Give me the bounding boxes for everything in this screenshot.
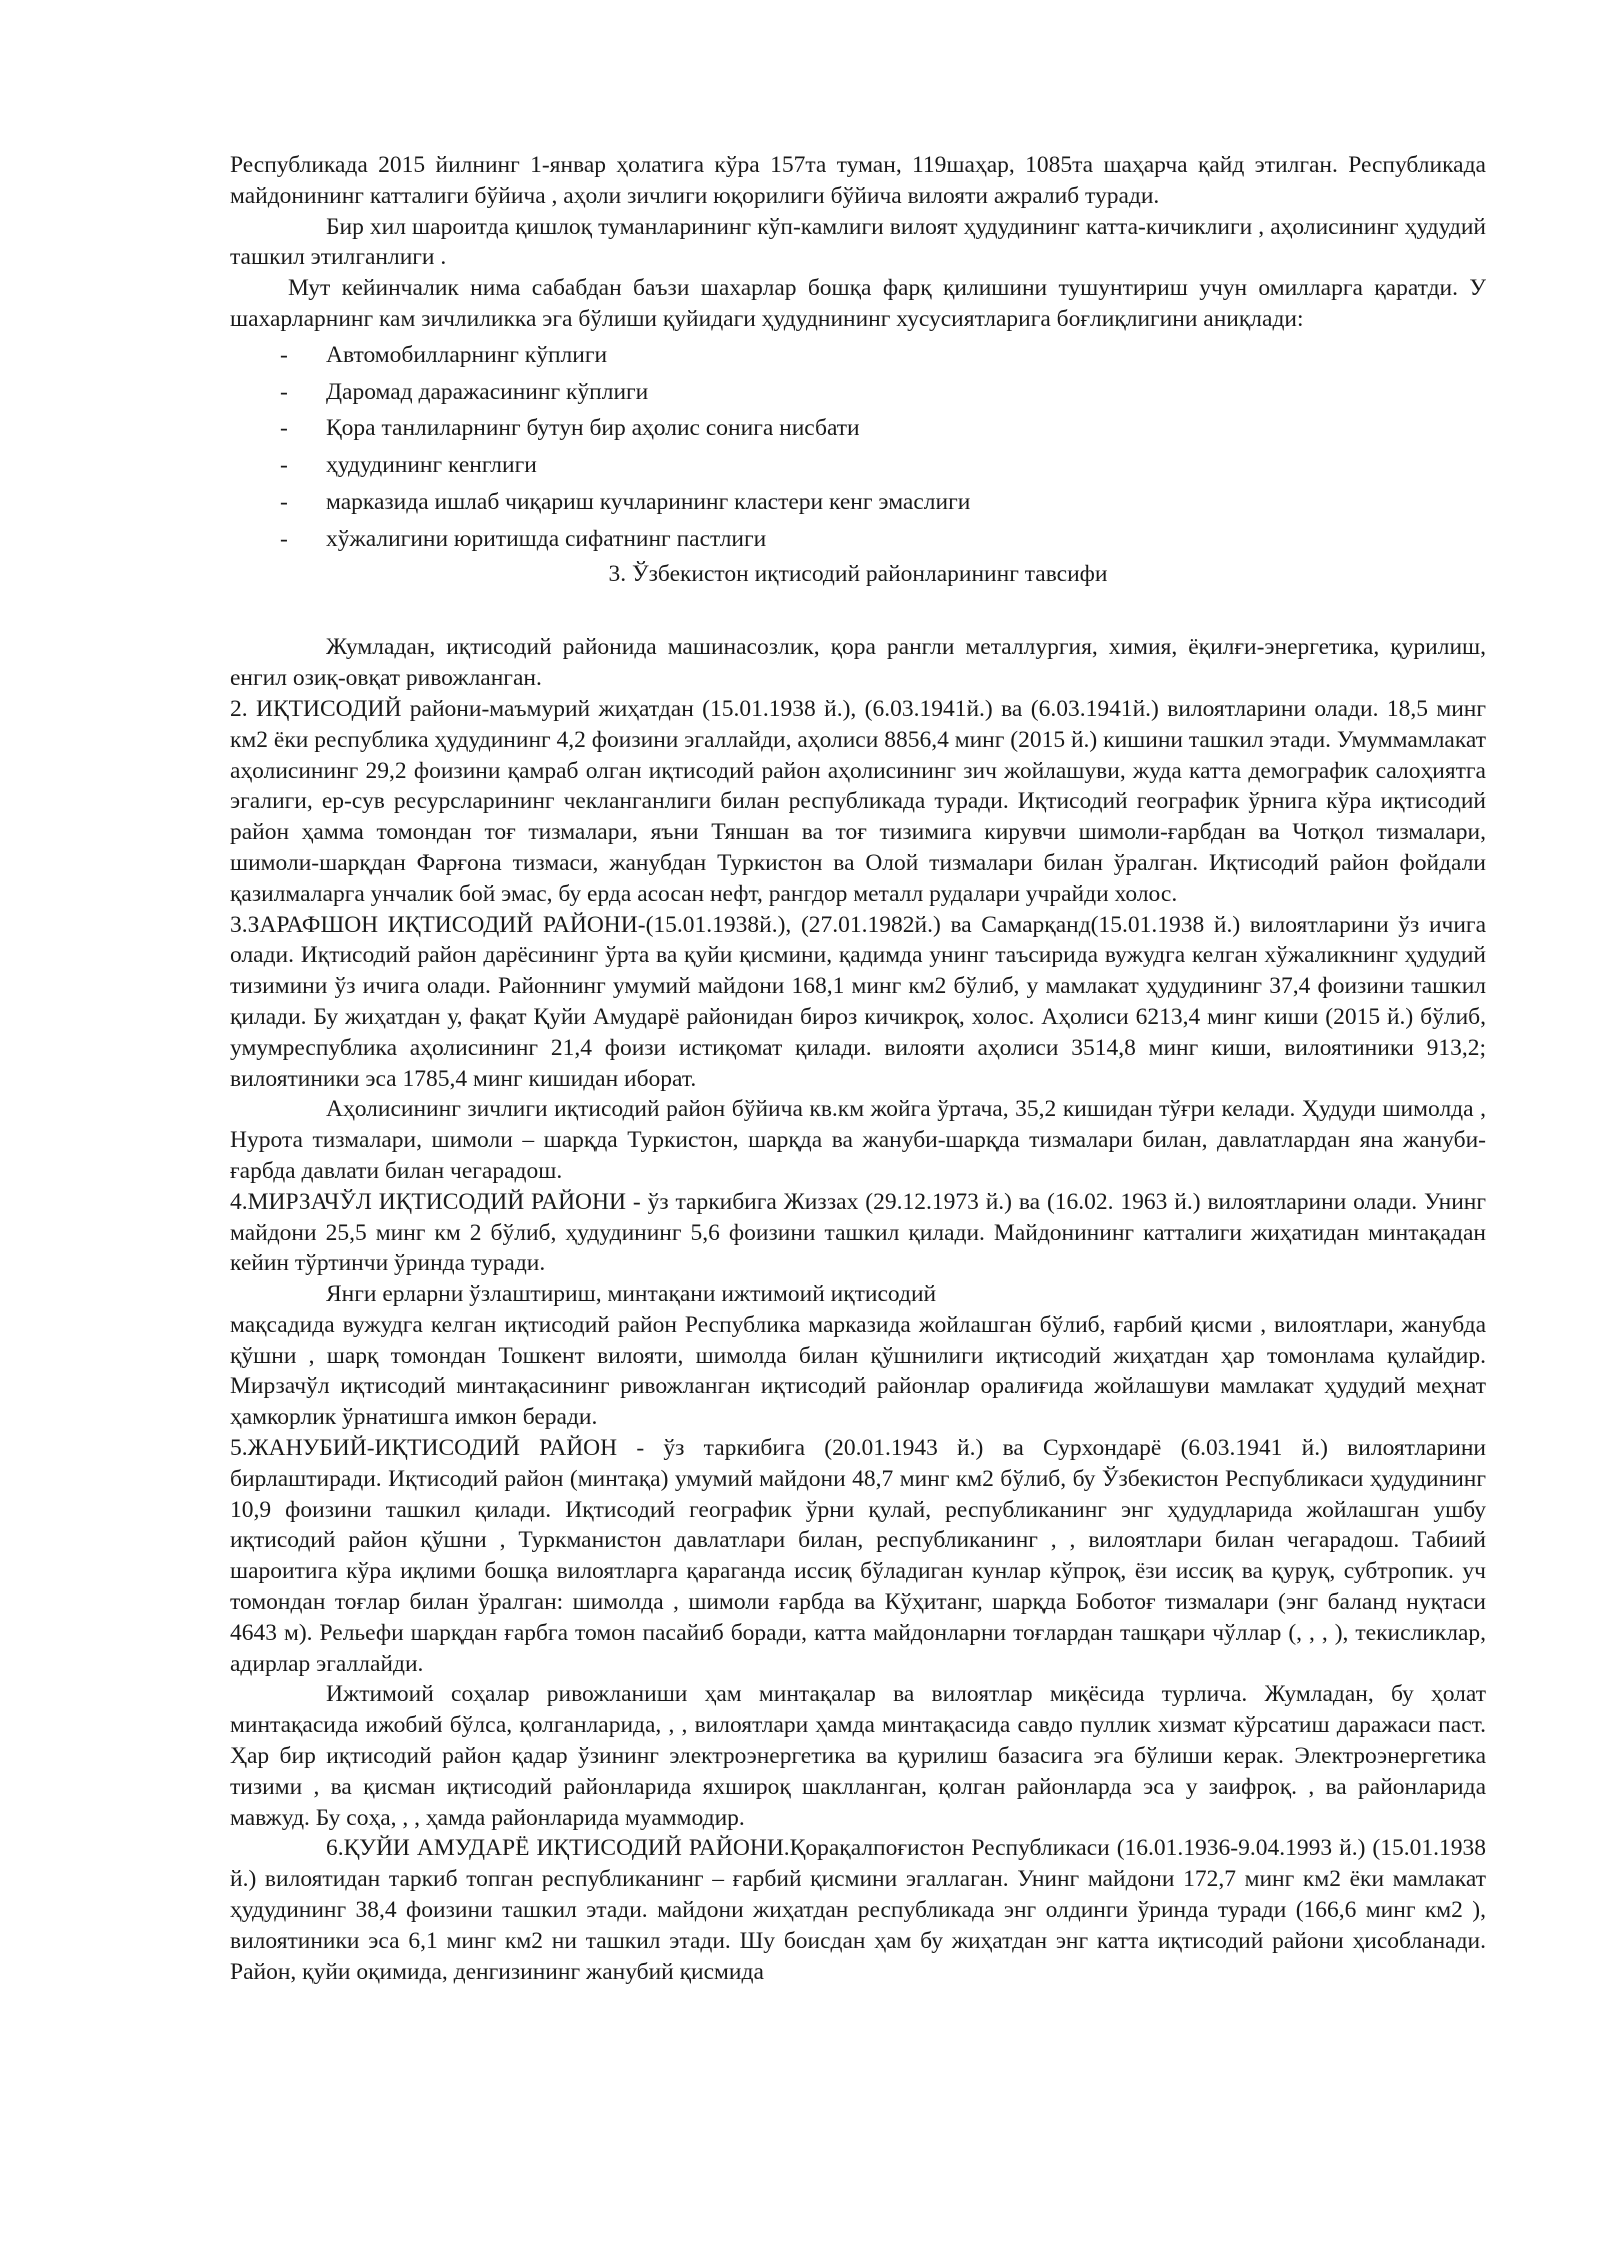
bullet-dash: - xyxy=(280,525,288,552)
bullet-dash: - xyxy=(280,452,288,479)
bullet-dash: - xyxy=(280,415,288,442)
bullet-dash: - xyxy=(280,378,288,405)
paragraph-mirzachul-location: мақсадида вужудга келган иқтисодий район Республика марказида жойлашган бўлиб, ғарбий қисми , вилоятлари, жанубда қўшни , шарқ томондан Тошкент вилояти, шимолда билан қўшнилиги иқтисодий жиҳатдан ҳар томонлама қулайдир. Мирзачўл иқтисодий минтақасининг ривожланган иқтисодий районлар оралиғида жойлашуви мамлакат ҳудудий меҳнат ҳамкорлик ўрнатишга имкон беради. xyxy=(230,1311,1486,1431)
paragraph-intro: Республикада 2015 йилнинг 1-январ ҳолатига кўра 157та туман, 119шаҳар, 1085та шаҳарча қайд этилган. Республикада майдонининг катталиги бўйича , аҳоли зичлиги юқорилиги бўйича вилояти ажралиб туради. xyxy=(230,152,1486,209)
list-item: - ҳудудининг кенглиги xyxy=(230,447,1486,484)
list-item: - Даромад даражасининг кўплиги xyxy=(230,374,1486,411)
paragraph-region-5-southern: 5.ЖАНУБИЙ-ИҚТИСОДИЙ РАЙОН - ўз таркибига (20.01.1943 й.) ва Сурхондарё (6.03.1941 й.) вилоятларини бирлаштиради. Иқтисодий район (минтақа) умумий майдони 48,7 минг км2 бўлиб, бу Ўзбекистон Республикаси ҳудудининг 10,9 фоизини ташкил қилади. Иқтисодий географик ўрни қулай, республиканинг энг ҳудудларида жойлашган ушбу иқтисодий район қўшни , Туркманистон давлатлари билан, республиканинг , , вилоятлари билан чегарадош. Табиий шароитига кўра иқлими бошқа вилоятларга қараганда иссиқ бўладиган кунлар кўпроқ, ёзи иссиқ ва қуруқ, субтропик. уч томондан тоғлар билан ўралган: шимолда , шимоли ғарбда ва Кўҳитанг, шарқда Боботоғ тизмалари (энг баланд нуқтаси 4643 м). Рельефи шарқдан ғарбга томон пасайиб боради, катта майдонларни тоғлардан ташқари чўллар (, , , ), текисликлар, адирлар эгаллайди. xyxy=(230,1435,1486,1677)
list-item: - хўжалигини юритишда сифатнинг пастлиги xyxy=(230,521,1486,558)
list-item: - марказида ишлаб чиқариш кучларининг кластери кенг эмаслиги xyxy=(230,484,1486,521)
paragraph-mut-factors: Мут кейинчалик нима сабабдан баъзи шахарлар бошқа фарқ қилишини тушунтириш учун омилларга қаратди. У шахарларнинг кам зичлиликка эга бўлиши қуйидаги ҳудуднининг хусусиятларига боғлиқлигини аниқлади: xyxy=(230,275,1486,332)
paragraph-region-4-mirzachul: 4.МИРЗАЧЎЛ ИҚТИСОДИЙ РАЙОНИ - ўз таркибига Жиззах (29.12.1973 й.) ва (16.02. 1963 й.) вилоятларини олади. Унинг майдони 25,5 минг км 2 бўлиб, ҳудудининг 5,6 фоизини ташкил қилади. Майдонининг катталиги жиҳатидан минтақадан кейин тўртинчи ўринда туради. xyxy=(230,1188,1486,1277)
paragraph-region-2: 2. ИҚТИСОДИЙ райони-маъмурий жиҳатдан (15.01.1938 й.), (6.03.1941й.) ва (6.03.1941й.) вилоятларини олади. 18,5 минг км2 ёки республика ҳудудининг 4,2 фоизини эгаллайди, аҳолиси 8856,4 минг (2015 й.) кишини ташкил этади. Умуммамлакат аҳолисининг 29,2 фоизини қамраб олган иқтисодий район аҳолисининг зич жойлашуви, жуда катта демографик салоҳиятга эгалиги, ер-сув ресурсларининг чекланганлиги билан республикада туради. Иқтисодий географик ўрнига кўра иқтисодий район ҳамма томондан тоғ тизмалари, яъни Тяншан ва тоғ тизимига кирувчи шимоли-ғарбдан ва Чотқол тизмалари, шимоли-шарқдан Фарғона тизмаси, жанубдан Туркистон ва Олой тизмалари билан ўралган. Иқтисодий район фойдали қазилмаларга унчалик бой эмас, бу ерда асосан нефт, рангдор металл рудалари учрайди холос. xyxy=(230,695,1486,907)
spacer xyxy=(230,589,1486,632)
factors-list xyxy=(230,337,1486,558)
document-page xyxy=(230,150,1486,1987)
paragraph-social-spheres: Ижтимоий соҳалар ривожланиши ҳам минтақалар ва вилоятлар миқёсида турлича. Жумладан, бу ҳолат минтақасида ижобий бўлса, қолганларида, , , вилоятлари ҳамда минтақасида савдо пуллик хизмат кўрсатиш даражаси паст. Ҳар бир иқтисодий район қадар ўзининг электроэнергетика ва қурилиш базасига эга бўлиши керак. Электроэнергетика тизими , ва қисман иқтисодий районларида яхшироқ шаклланган, қолган районларда эса у заифроқ. , ва районларида мавжуд. Бу соҳа, , , ҳамда районларида муаммодир. xyxy=(230,1681,1486,1831)
bullet-dash: - xyxy=(280,341,288,368)
paragraph-new-lands: Янги ерларни ўзлаштириш, минтақани ижтимоий иқтисодий xyxy=(326,1281,937,1308)
paragraph-industries: Жумладан, иқтисодий районида машинасозлик, қора рангли металлургия, химия, ёқилғи-энергетика, қурилиш, енгил озиқ-овқат ривожланган. xyxy=(230,634,1486,692)
section-title: 3. Ўзбекистон иқтисодий районларининг тавсифи xyxy=(608,560,1108,587)
list-item: - Қора танлиларнинг бутун бир аҳолис сонига нисбати xyxy=(230,410,1486,447)
paragraph-region-6-lower-amudarya: 6.ҚУЙИ АМУДАРЁ ИҚТИСОДИЙ РАЙОНИ.Қорақалпоғистон Республикаси (16.01.1936-9.04.1993 й.) (15.01.1938 й.) вилоятидан таркиб топган республиканинг – ғарбий қисмини эгаллаган. Унинг майдони 172,7 минг км2 ёки мамлакат ҳудудининг 38,4 фоизини ташкил этади. майдони жиҳатдан республикада энг олдинги ўринда туради (166,6 минг км2 ), вилоятиники эса 6,1 минг км2 ни ташкил этади. Шу боисдан ҳам бу жиҳатдан энг катта иқтисодий райони ҳисобланади. Район, қуйи оқимида, денгизининг жанубий қисмида xyxy=(230,1835,1486,1985)
paragraph-density: Аҳолисининг зичлиги иқтисодий район бўйича кв.км жойга ўртача, 35,2 кишидан тўғри келади. Ҳудуди шимолда , Нурота тизмалари, шимоли – шарқда Туркистон, шарқда ва жануби-шарқда тизмалари билан, давлатлардан яна жануби-ғарбда давлати билан чегарадош. xyxy=(230,1096,1486,1184)
paragraph-villages: Бир хил шароитда қишлоқ туманларининг кўп-камлиги вилоят ҳудудининг катта-кичиклиги , аҳолисининг ҳудудий ташкил этилганлиги . xyxy=(230,213,1486,271)
bullet-dash: - xyxy=(280,488,288,515)
paragraph-region-3-zarafshon: 3.ЗАРАФШОН ИҚТИСОДИЙ РАЙОНИ-(15.01.1938й.), (27.01.1982й.) ва Самарқанд(15.01.1938 й.) вилоятларини ўз ичига олади. Иқтисодий район дарёсининг ўрта ва қуйи қисмини, қадимда унинг таъсирида вужудга келган хўжаликнинг ҳудудий тизимини ўз ичига олади. Районнинг умумий майдони 168,1 минг км2 бўлиб, у мамлакат ҳудудининг 37,4 фоизини ташкил қилади. Бу жиҳатдан у, фақат Қуйи Амударё районидан бироз кичикроқ, холос. Аҳолиси 6213,4 минг киши (2015 й.) бўлиб, умумреспублика аҳолисининг 21,4 фоизи истиқомат қилади. вилояти аҳолиси 3514,8 минг киши, вилоятиники 913,2; вилоятиники эса 1785,4 минг кишидан иборат. xyxy=(230,911,1486,1092)
list-item: - Автомобилларнинг кўплиги xyxy=(230,337,1486,374)
